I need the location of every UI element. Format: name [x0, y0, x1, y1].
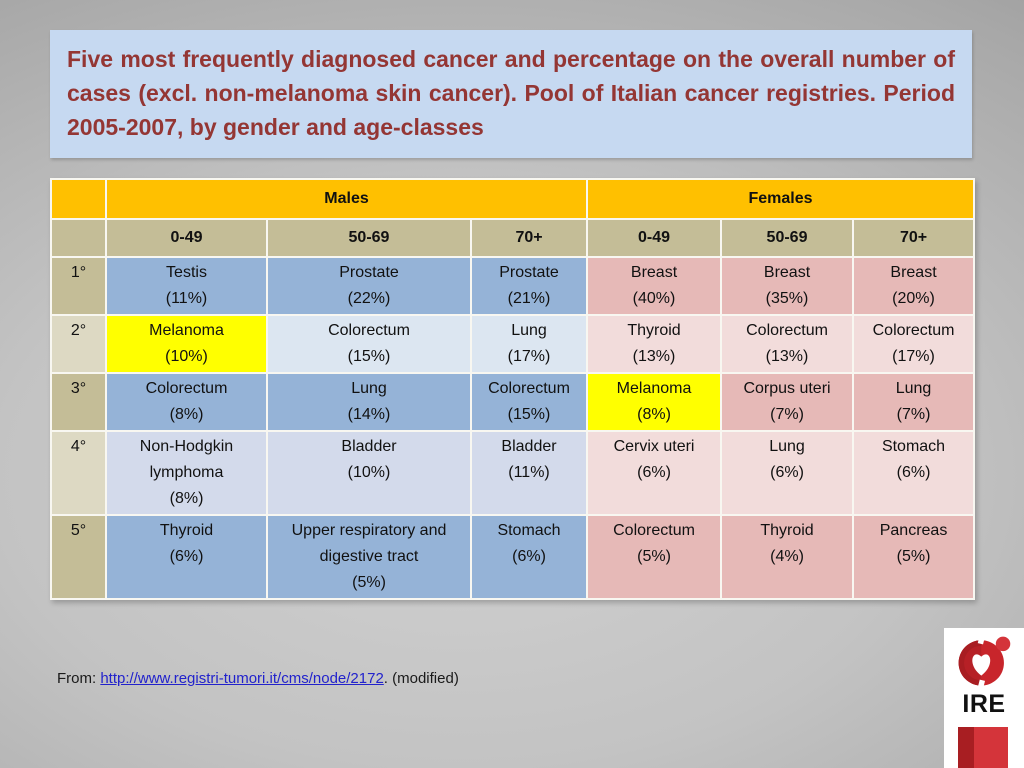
source-prefix: From:	[57, 670, 101, 687]
males-age-70plus: 70+	[471, 219, 587, 257]
cell-r3-f0-49-melanoma-highlight: Melanoma (8%)	[587, 373, 721, 431]
cell-r3-f70: Lung (7%)	[853, 373, 974, 431]
table-row-rank3	[51, 373, 974, 431]
cell-r5-f70: Pancreas (5%)	[853, 515, 974, 599]
cell-r2-f50-69: Colorectum (13%)	[721, 315, 853, 373]
cancer-table-container	[50, 178, 975, 600]
cell-r1-m50-69: Prostate (22%)	[267, 257, 471, 315]
cell-r1-m0-49: Testis (11%)	[106, 257, 267, 315]
cell-r4-m70: Bladder (11%)	[471, 431, 587, 515]
table-row-rank2	[51, 315, 974, 373]
cell-r3-m50-69: Lung (14%)	[267, 373, 471, 431]
cell-r5-f50-69: Thyroid (4%)	[721, 515, 853, 599]
source-suffix: . (modified)	[383, 670, 459, 687]
males-age-0-49: 0-49	[106, 219, 267, 257]
cell-r2-f0-49: Thyroid (13%)	[587, 315, 721, 373]
ire-logo	[944, 628, 1024, 768]
cell-r3-m0-49: Colorectum (8%)	[106, 373, 267, 431]
slide-title: Five most frequently diagnosed cancer and percentage on the overall number of cases (excl. non-melanoma skin cancer). Pool of Italian cancer registries. Period 2005-2007, by gender and age-classes	[67, 46, 955, 140]
cancer-table	[50, 178, 975, 600]
title-box	[50, 30, 972, 158]
cell-r2-m0-49-melanoma-highlight: Melanoma (10%)	[106, 315, 267, 373]
cell-r4-f0-49: Cervix uteri (6%)	[587, 431, 721, 515]
cell-r1-f50-69: Breast (35%)	[721, 257, 853, 315]
cell-r1-f0-49: Breast (40%)	[587, 257, 721, 315]
cell-r5-m50-69: Upper respiratory and digestive tract (5%)	[267, 515, 471, 599]
males-age-50-69: 50-69	[267, 219, 471, 257]
cell-r4-m0-49: Non-Hodgkin lymphoma (8%)	[106, 431, 267, 515]
cell-r4-f70: Stomach (6%)	[853, 431, 974, 515]
source-link[interactable]: http://www.registri-tumori.it/cms/node/2172	[100, 670, 384, 687]
cell-r2-m50-69: Colorectum (15%)	[267, 315, 471, 373]
cell-r5-m0-49: Thyroid (6%)	[106, 515, 267, 599]
rank-4: 4°	[51, 431, 106, 515]
gender-header-row	[51, 179, 974, 219]
rank-2: 2°	[51, 315, 106, 373]
cell-r1-f70: Breast (20%)	[853, 257, 974, 315]
ire-logo-bar	[958, 727, 1008, 768]
females-age-50-69: 50-69	[721, 219, 853, 257]
source-note	[57, 670, 459, 687]
table-row-rank4	[51, 431, 974, 515]
cell-r5-m70: Stomach (6%)	[471, 515, 587, 599]
rank-1: 1°	[51, 257, 106, 315]
females-header: Females	[587, 179, 974, 219]
cell-r5-f0-49: Colorectum (5%)	[587, 515, 721, 599]
table-row-rank1	[51, 257, 974, 315]
age-header-row	[51, 219, 974, 257]
age-corner-cell	[51, 219, 106, 257]
table-row-rank5	[51, 515, 974, 599]
cell-r1-m70: Prostate (21%)	[471, 257, 587, 315]
cell-r3-m70: Colorectum (15%)	[471, 373, 587, 431]
ire-heart-icon	[955, 633, 1013, 691]
ire-logo-text: IRE	[962, 690, 1006, 718]
males-header: Males	[106, 179, 587, 219]
cell-r4-m50-69: Bladder (10%)	[267, 431, 471, 515]
rank-5: 5°	[51, 515, 106, 599]
rank-3: 3°	[51, 373, 106, 431]
cell-r4-f50-69: Lung (6%)	[721, 431, 853, 515]
cell-r2-f70: Colorectum (17%)	[853, 315, 974, 373]
females-age-0-49: 0-49	[587, 219, 721, 257]
females-age-70plus: 70+	[853, 219, 974, 257]
corner-cell	[51, 179, 106, 219]
cell-r3-f50-69: Corpus uteri (7%)	[721, 373, 853, 431]
cell-r2-m70: Lung (17%)	[471, 315, 587, 373]
